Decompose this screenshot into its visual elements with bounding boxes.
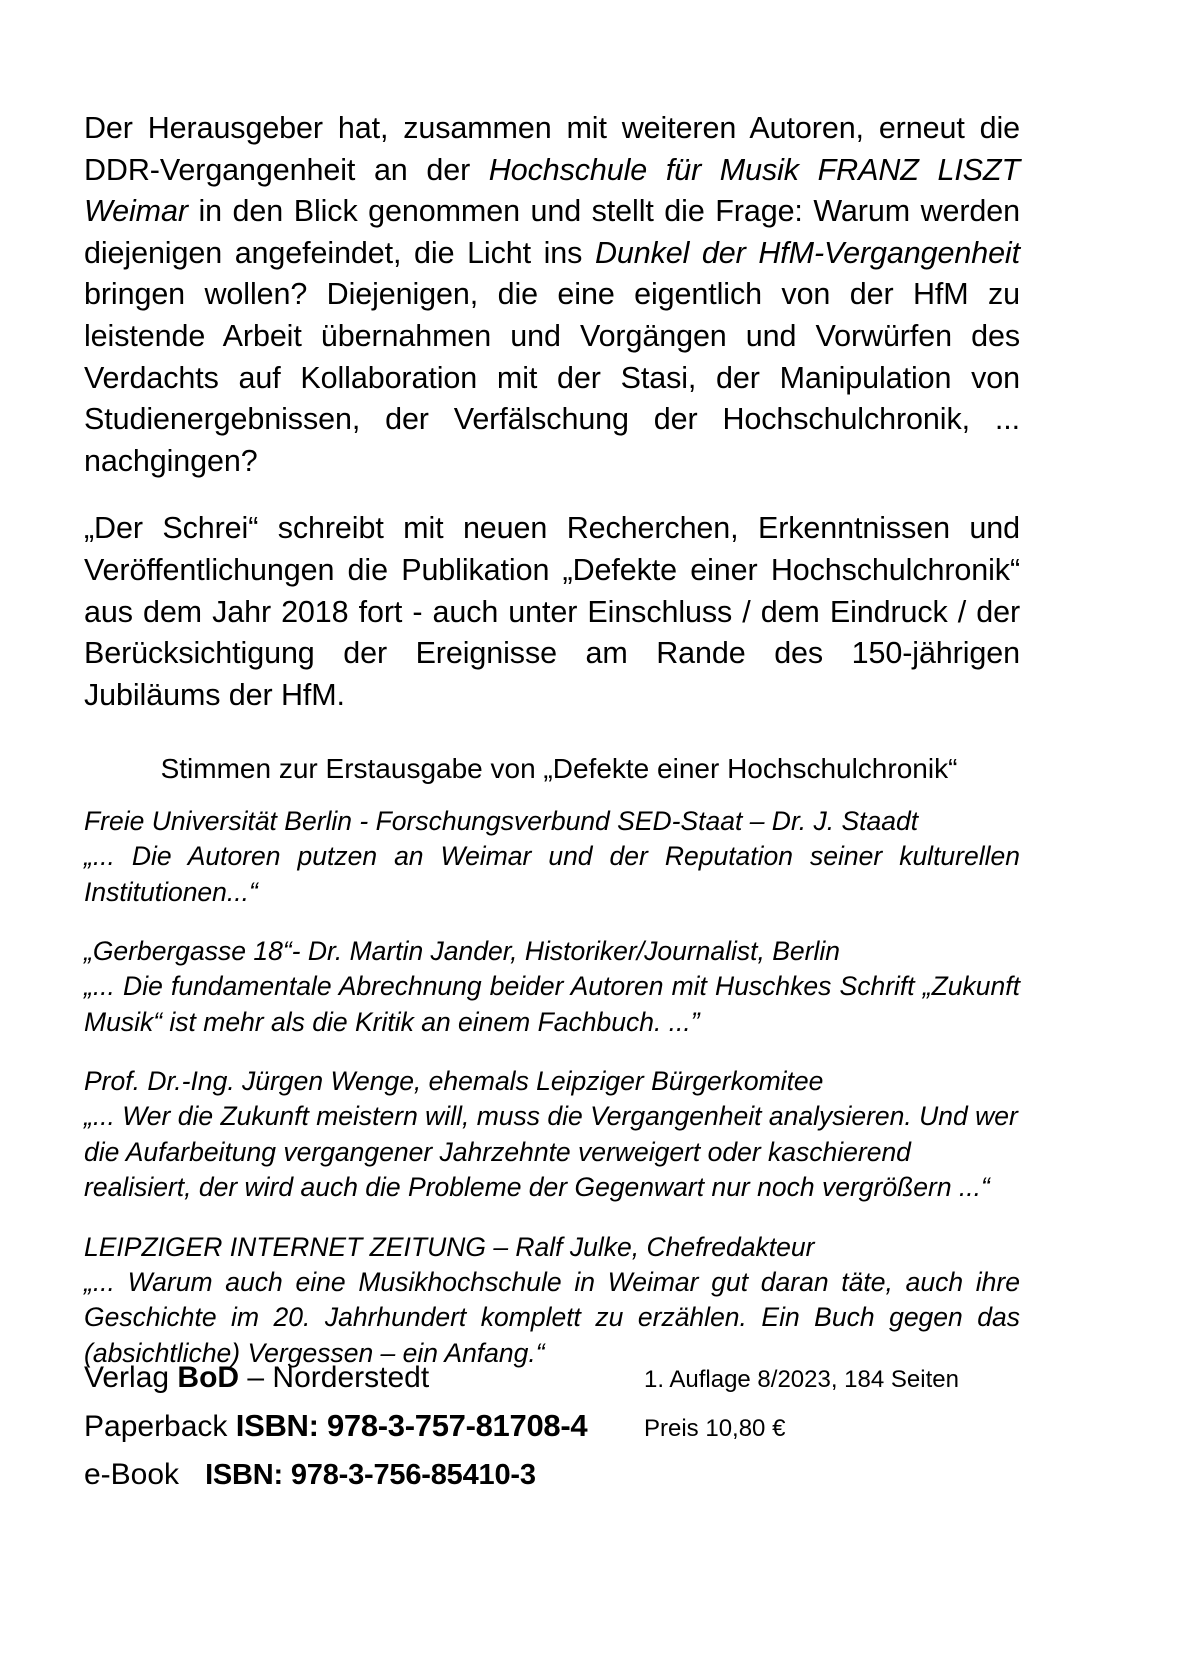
paperback-line <box>84 1405 644 1448</box>
document-page <box>84 0 1020 1653</box>
ebook-isbn: ISBN: 978-3-756-85410-3 <box>205 1459 536 1491</box>
quote-text: „... Warum auch eine Musikhochschule in Weimar gut daran täte, auch ihre Geschichte im 20. Jahrhundert komplett zu erzählen. Ein Buch gegen das (absichtliche) Vergessen – ein Anfang.“ <box>84 1266 1020 1368</box>
publisher-name: BoD <box>177 1361 240 1394</box>
edition-info: 1. Auflage 8/2023, 184 Seiten <box>644 1366 959 1393</box>
footer-row-paperback <box>84 1405 1020 1450</box>
intro-text-part-1: Der Herausgeber hat, zusammen mit weiteren Autoren, erneut die DDR-Vergangenheit an der <box>84 111 1020 187</box>
intro-paragraph-1 <box>84 0 1020 482</box>
intro-text-part-2: in den Blick genommen und stellt die Frage: Warum werden diejenigen angefeindet, die Licht ins <box>84 194 1020 270</box>
paperback-isbn: ISBN: 978-3-757-81708-4 <box>235 1408 588 1443</box>
intro-text-part-3: bringen wollen? Diejenigen, die eine eigentlich von der HfM zu leistende Arbeit übernahmen und Vorgängen und Vorwürfen des Verdachts auf Kollaboration mit der Stasi, der Manipulation von Studienergebnissen, der Verfälschung der Hochschulchronik, ... nachgingen? <box>84 277 1020 478</box>
publisher-prefix: Verlag <box>84 1361 178 1394</box>
quote-text: „... Wer die Zukunft meistern will, muss die Vergangenheit analysieren. Und wer die Aufarbeitung vergangener Jahrzehnte verweigert oder kaschierend realisiert, der wird auch die Probleme der Gegenwart nur noch vergrößern ...“ <box>84 1101 1018 1203</box>
intro-paragraph-2: „Der Schrei“ schreibt mit neuen Recherchen, Erkenntnissen und Veröffentlichungen die Publikation „Defekte einer Hochschulchronik“ aus dem Jahr 2018 fort - auch unter Einschluss / dem Eindruck / der Berücksichtigung der Ereignisse am Rande des 150-jährigen Jubiläums der HfM. <box>84 511 1020 712</box>
quote-source: Freie Universität Berlin - Forschungsverbund SED-Staat – Dr. J. Staadt <box>84 806 919 837</box>
footer-row-publisher <box>84 1357 1020 1401</box>
publisher-line <box>84 1357 644 1399</box>
quote-source: „Gerbergasse 18“- Dr. Martin Jander, Historiker/Journalist, Berlin <box>84 936 841 967</box>
quote-block <box>84 1064 1020 1206</box>
publisher-suffix: – Norderstedt <box>239 1361 430 1394</box>
quote-block <box>84 804 1020 910</box>
quote-text: „... Die fundamentale Abrechnung beider Autoren mit Huschkes Schrift „Zukunft Musik“ ist mehr als die Kritik an einem Fachbuch. ...” <box>84 971 1020 1037</box>
voices-heading: Stimmen zur Erstausgabe von „Defekte einer Hochschulchronik“ <box>160 753 958 785</box>
ebook-label: e-Book <box>84 1458 180 1491</box>
quote-source: LEIPZIGER INTERNET ZEITUNG – Ralf Julke, Chefredakteur <box>84 1231 815 1262</box>
quote-block <box>84 934 1020 1040</box>
quote-block <box>84 1230 1020 1372</box>
quote-text: „... Die Autoren putzen an Weimar und der Reputation seiner kulturellen Institutionen...“ <box>84 841 1020 907</box>
intro-italic-institution: Hochschule für Musik FRANZ LISZT Weimar <box>84 152 1020 229</box>
footer-row-ebook <box>84 1454 1020 1496</box>
ebook-line <box>84 1454 644 1496</box>
bibliographic-footer <box>84 1357 1020 1500</box>
quote-source: Prof. Dr.-Ing. Jürgen Wenge, ehemals Leipziger Bürgerkomitee <box>84 1066 824 1097</box>
intro-italic-dunkel: Dunkel der HfM-Vergangenheit <box>594 235 1020 270</box>
paperback-label: Paperback <box>84 1410 236 1443</box>
price: Preis 10,80 € <box>644 1415 786 1442</box>
